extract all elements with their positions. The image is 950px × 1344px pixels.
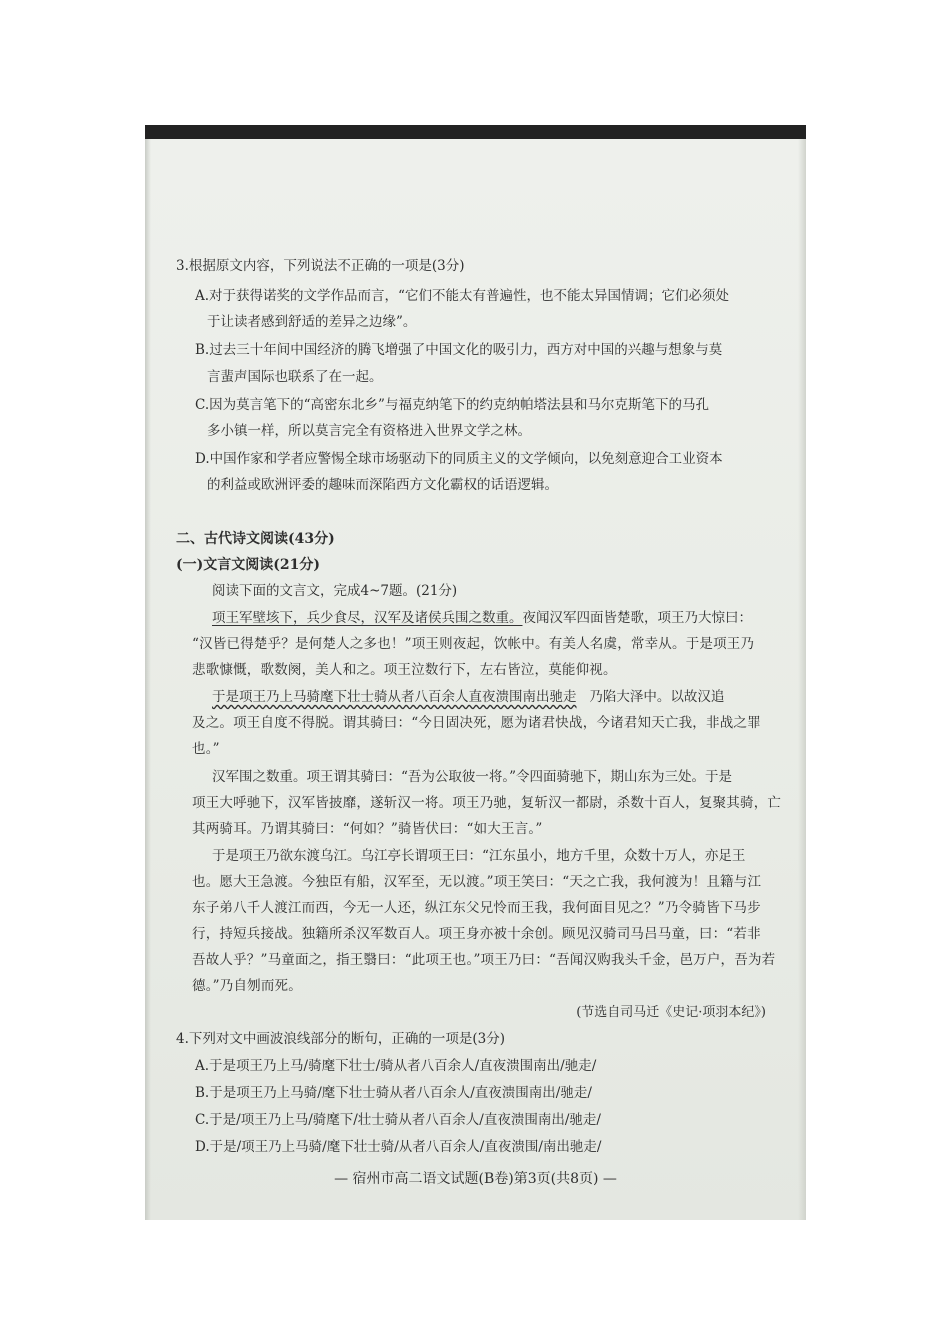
wavy-underlined-sentence: 于是项王乃上马骑麾下壮士骑从者八百余人直夜溃围南出驰走 — [212, 689, 577, 705]
underlined-phrase: 项王军壁垓下，兵少食尽，汉军及诸侯兵围之数重。 — [212, 610, 523, 626]
passage-p2-line2: 及之。项王自度不得脱。谓其骑曰：“今日固决死，愿为诸君快战，今诸君知天亡我，非战之罪 — [192, 715, 761, 731]
passage-p3-line2: 项王大呼驰下，汉军皆披靡，遂斩汉一将。项王乃驰，复斩汉一都尉，杀数十百人，复聚其骑，亡 — [192, 795, 782, 811]
paper-shadow-left — [145, 139, 151, 1220]
q3-stem: 3.根据原文内容，下列说法不正确的一项是(3分) — [176, 258, 465, 274]
passage-p4-line3: 东子弟八千人渡江而西，今无一人还，纵江东父兄怜而王我，我何面目见之？”乃令骑皆下马步 — [192, 900, 761, 916]
q4-option-c: C.于是/项王乃上马/骑麾下/壮士骑从者八百余人/直夜溃围南出/驰走/ — [195, 1112, 601, 1128]
q3-option-a-line2: 于让读者感到舒适的差异之边缘”。 — [207, 314, 417, 330]
passage-source: (节选自司马迁《史记·项羽本纪》) — [576, 1005, 766, 1020]
passage-p1-line1: 项王军壁垓下，兵少食尽，汉军及诸侯兵围之数重。夜闻汉军四面皆楚歌，项王乃大惊曰： — [212, 610, 752, 626]
q3-option-b-line1: B.过去三十年间中国经济的腾飞增强了中国文化的吸引力，西方对中国的兴趣与想象与莫 — [195, 342, 723, 358]
q4-stem: 4.下列对文中画波浪线部分的断句，正确的一项是(3分) — [176, 1031, 506, 1047]
q4-option-d: D.于是/项王乃上马骑/麾下壮士骑/从者八百余人/直夜溃围/南出驰走/ — [195, 1139, 602, 1155]
passage-p1-line2: “汉皆已得楚乎？是何楚人之多也！”项王则夜起，饮帐中。有美人名虞，常幸从。于是项王乃 — [192, 636, 755, 652]
page-footer: — 宿州市高二语文试题(B卷)第3页(共8页) — — [334, 1171, 617, 1187]
q3-option-c-line1: C.因为莫言笔下的“高密东北乡”与福克纳笔下的约克纳帕塔法县和马尔克斯笔下的马孔 — [195, 397, 709, 413]
section-title: 二、古代诗文阅读(43分) — [176, 531, 335, 547]
q4-option-b: B.于是项王乃上马骑/麾下壮士骑从者八百余人/直夜溃围南出/驰走/ — [195, 1085, 592, 1101]
passage-p4-line6: 德。”乃自刎而死。 — [192, 978, 302, 994]
passage-p2-line3: 也。” — [192, 741, 220, 757]
q3-option-a-line1: A.对于获得诺奖的文学作品而言，“它们不能太有普遍性，也不能太异国情调；它们必须处 — [195, 288, 729, 304]
q3-option-b-line2: 言蜚声国际也联系了在一起。 — [207, 369, 383, 385]
exam-page-photo — [145, 125, 806, 1220]
passage-p3-line3: 其两骑耳。乃谓其骑曰：“何如？”骑皆伏曰：“如大王言。” — [192, 821, 543, 837]
passage-p1-line3: 悲歌慷慨，歌数阕，美人和之。项王泣数行下，左右皆泣，莫能仰视。 — [192, 662, 617, 678]
q4-option-a: A.于是项王乃上马/骑麾下壮士/骑从者八百余人/直夜溃围南出/驰走/ — [195, 1058, 597, 1074]
passage-p3-line1: 汉军围之数重。项王谓其骑曰：“吾为公取彼一将。”令四面骑驰下，期山东为三处。于是 — [212, 769, 733, 785]
subsection-title: (一)文言文阅读(21分) — [176, 557, 320, 573]
reading-instruction: 阅读下面的文言文，完成4~7题。(21分) — [212, 583, 458, 599]
passage-p4-line2: 也。愿大王急渡。今独臣有船，汉军至，无以渡。”项王笑曰：“天之亡我，我何渡为！且籍与江 — [192, 874, 762, 890]
passage-p4-line5: 吾故人乎？”马童面之，指王翳曰：“此项王也。”项王乃曰：“吾闻汉购我头千金，邑万户，吾为若 — [192, 952, 776, 968]
q3-option-d-line2: 的利益或欧洲评委的趣味而深陷西方文化霸权的话语逻辑。 — [207, 477, 558, 493]
passage-p2-line1: 于是项王乃上马骑麾下壮士骑从者八百余人直夜溃围南出驰走 乃陷大泽中。以故汉追 — [212, 689, 725, 705]
q3-option-c-line2: 多小镇一样，所以莫言完全有资格进入世界文学之林。 — [207, 423, 531, 439]
passage-p4-line1: 于是项王乃欲东渡乌江。乌江亭长谓项王曰：“江东虽小，地方千里，众数十万人，亦足王 — [212, 848, 746, 864]
passage-p4-line4: 行，持短兵接战。独籍所杀汉军数百人。项王身亦被十余创。顾见汉骑司马吕马童，曰：“若非 — [192, 926, 761, 942]
q3-option-d-line1: D.中国作家和学者应警惕全球市场驱动下的同质主义的文学倾向，以免刻意迎合工业资本 — [195, 451, 723, 467]
paper-shadow-right — [798, 139, 806, 1220]
